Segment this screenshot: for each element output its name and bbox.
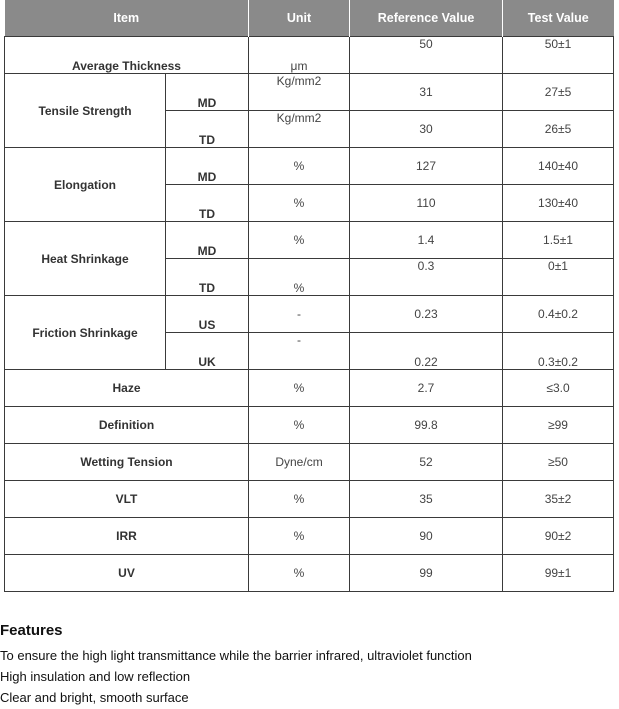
unit-cell: - xyxy=(249,333,350,370)
unit-cell: Dyne/cm xyxy=(249,444,350,481)
table-row xyxy=(5,444,614,481)
reference-cell: 99.8 xyxy=(350,407,503,444)
sub-label-uk: UK xyxy=(166,333,249,370)
reference-cell: 30 xyxy=(350,111,503,148)
row-name-uv: UV xyxy=(5,555,249,592)
reference-cell: 52 xyxy=(350,444,503,481)
test-cell: ≤3.0 xyxy=(503,370,614,407)
sub-label-md: MD xyxy=(166,74,249,111)
reference-cell: 50 xyxy=(350,37,503,74)
sub-label-td: TD xyxy=(166,111,249,148)
sub-label-md: MD xyxy=(166,148,249,185)
unit-cell: % xyxy=(249,407,350,444)
row-name-definition: Definition xyxy=(5,407,249,444)
table-row xyxy=(5,518,614,555)
reference-cell: 127 xyxy=(350,148,503,185)
test-cell: 0±1 xyxy=(503,259,614,296)
test-cell: 0.3±0.2 xyxy=(503,333,614,370)
test-cell: 140±40 xyxy=(503,148,614,185)
reference-cell: 1.4 xyxy=(350,222,503,259)
sub-label-td: TD xyxy=(166,259,249,296)
test-cell: 99±1 xyxy=(503,555,614,592)
test-cell: 50±1 xyxy=(503,37,614,74)
unit-cell: % xyxy=(249,148,350,185)
table-header-row xyxy=(5,0,614,37)
row-name-average-thickness: Average Thickness xyxy=(5,37,249,74)
row-name-heat-shrinkage: Heat Shrinkage xyxy=(5,222,166,296)
table-row xyxy=(5,37,614,74)
unit-cell: - xyxy=(249,296,350,333)
header-reference-value: Reference Value xyxy=(350,0,503,37)
test-cell: 1.5±1 xyxy=(503,222,614,259)
spec-table xyxy=(4,0,614,592)
reference-cell: 35 xyxy=(350,481,503,518)
table-row xyxy=(5,555,614,592)
reference-cell: 90 xyxy=(350,518,503,555)
header-unit: Unit xyxy=(249,0,350,37)
test-cell: 90±2 xyxy=(503,518,614,555)
feature-line: High insulation and low reflection xyxy=(0,669,191,684)
features-title: Features xyxy=(0,622,63,639)
reference-cell: 99 xyxy=(350,555,503,592)
row-name-friction-shrinkage: Friction Shrinkage xyxy=(5,296,166,370)
reference-cell: 31 xyxy=(350,74,503,111)
unit-cell: % xyxy=(249,518,350,555)
unit-cell: % xyxy=(249,259,350,296)
reference-cell: 0.22 xyxy=(350,333,503,370)
sub-label-us: US xyxy=(166,296,249,333)
table-row xyxy=(5,222,614,259)
table-row xyxy=(5,407,614,444)
unit-cell: % xyxy=(249,370,350,407)
sub-label-md: MD xyxy=(166,222,249,259)
test-cell: 26±5 xyxy=(503,111,614,148)
feature-line: Clear and bright, smooth surface xyxy=(0,690,189,705)
unit-cell: μm xyxy=(249,37,350,74)
test-cell: ≥99 xyxy=(503,407,614,444)
table-row xyxy=(5,370,614,407)
row-name-wetting-tension: Wetting Tension xyxy=(5,444,249,481)
row-name-elongation: Elongation xyxy=(5,148,166,222)
feature-line: To ensure the high light transmittance while the barrier infrared, ultraviolet function xyxy=(0,648,472,663)
test-cell: 0.4±0.2 xyxy=(503,296,614,333)
table-row xyxy=(5,296,614,333)
header-test-value: Test Value xyxy=(503,0,614,37)
test-cell: 130±40 xyxy=(503,185,614,222)
row-name-tensile-strength: Tensile Strength xyxy=(5,74,166,148)
sub-label-td: TD xyxy=(166,185,249,222)
table-row xyxy=(5,481,614,518)
test-cell: ≥50 xyxy=(503,444,614,481)
table-row xyxy=(5,74,614,111)
unit-cell: % xyxy=(249,185,350,222)
test-cell: 35±2 xyxy=(503,481,614,518)
unit-cell: % xyxy=(249,555,350,592)
reference-cell: 2.7 xyxy=(350,370,503,407)
reference-cell: 0.3 xyxy=(350,259,503,296)
row-name-vlt: VLT xyxy=(5,481,249,518)
unit-cell: % xyxy=(249,481,350,518)
unit-cell: % xyxy=(249,222,350,259)
unit-cell: Kg/mm2 xyxy=(249,74,350,111)
unit-cell: Kg/mm2 xyxy=(249,111,350,148)
reference-cell: 0.23 xyxy=(350,296,503,333)
table-row xyxy=(5,148,614,185)
features-section xyxy=(0,622,619,708)
row-name-irr: IRR xyxy=(5,518,249,555)
row-name-haze: Haze xyxy=(5,370,249,407)
reference-cell: 110 xyxy=(350,185,503,222)
test-cell: 27±5 xyxy=(503,74,614,111)
header-item: Item xyxy=(5,0,249,37)
